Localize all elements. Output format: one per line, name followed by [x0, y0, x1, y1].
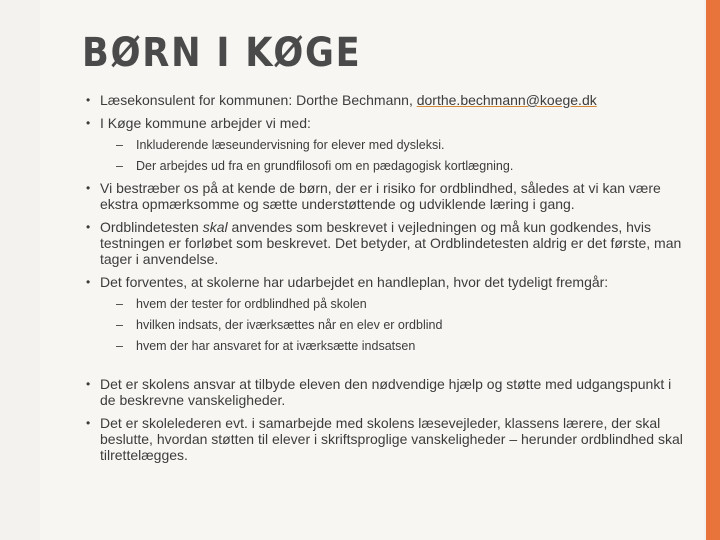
spacer	[86, 360, 686, 376]
accent-stripe	[706, 0, 720, 540]
bullet-icon: •	[86, 116, 91, 130]
dash-icon: –	[116, 138, 123, 152]
bullet-icon: •	[86, 181, 91, 195]
bullet-item	[86, 115, 686, 131]
email-link[interactable]: dorthe.bechmann@koege.dk	[416, 92, 597, 108]
bullet-text-pre: Ordblindetesten	[100, 219, 203, 235]
dash-icon: –	[116, 159, 123, 173]
bullet-item	[86, 274, 686, 290]
bullet-text: Det forventes, at skolerne har udarbejdet en handleplan, hvor det tydeligt fremgår:	[100, 274, 609, 290]
bullet-item	[86, 376, 686, 408]
bullet-item	[86, 180, 686, 212]
dash-icon: –	[116, 318, 123, 332]
bullet-text: Det er skolens ansvar at tilbyde eleven den nødvendige hjælp og støtte med udgangspunkt i de beskrevne vanskeligheder.	[100, 376, 672, 408]
bullet-text: Det er skolelederen evt. i samarbejde med skolens læsevejleder, klassens lærere, der skal beslutte, hvordan støtten til elever i skriftsproglige vanskeligheder – herunder ordblindhed skal tilrettelægges.	[100, 415, 683, 463]
bullet-icon: •	[86, 416, 91, 430]
sub-bullet-item	[104, 339, 686, 354]
bullet-text: Vi bestræber os på at kende de børn, der er i risiko for ordblindhed, således at vi kan være ekstra opmærksomme og sætte understøttende og udviklende læring i gang.	[100, 180, 661, 212]
bullet-icon: •	[86, 220, 91, 234]
bullet-list	[86, 92, 686, 470]
bullet-icon: •	[86, 275, 91, 289]
sub-bullet-text: Der arbejdes ud fra en grundfilosofi om en pædagogisk kortlægning.	[136, 159, 514, 173]
slide	[40, 0, 704, 540]
dash-icon: –	[116, 339, 123, 353]
sub-bullet-text: Inkluderende læseundervisning for elever med dysleksi.	[136, 138, 445, 152]
dash-icon: –	[116, 297, 123, 311]
bullet-text: Læsekonsulent for kommunen: Dorthe Bechmann,	[100, 92, 417, 108]
sub-bullet-item	[104, 159, 686, 174]
bullet-icon: •	[86, 377, 91, 391]
slide-title: BØRN I KØGE	[82, 30, 362, 76]
sub-bullet-text: hvem der tester for ordblindhed på skolen	[136, 297, 367, 311]
bullet-item	[86, 92, 686, 108]
sub-bullet-text: hvilken indsats, der iværksættes når en elev er ordblind	[136, 318, 443, 332]
sub-bullet-item	[104, 297, 686, 312]
bullet-icon: •	[86, 93, 91, 107]
emphasis-text: skal	[202, 219, 228, 235]
bullet-text: I Køge kommune arbejder vi med:	[100, 115, 311, 131]
sub-bullet-item	[104, 318, 686, 333]
bullet-item	[86, 415, 686, 463]
bullet-item	[86, 219, 686, 267]
sub-bullet-text: hvem der har ansvaret for at iværksætte indsatsen	[136, 339, 416, 353]
sub-bullet-item	[104, 138, 686, 153]
bullet-text-post: anvendes som beskrevet i vejledningen og må kun godkendes, hvis testningen er forløbet som beskrevet. Det betyder, at Ordblindetesten aldrig er det første, man tager i anvendelse.	[100, 219, 682, 267]
